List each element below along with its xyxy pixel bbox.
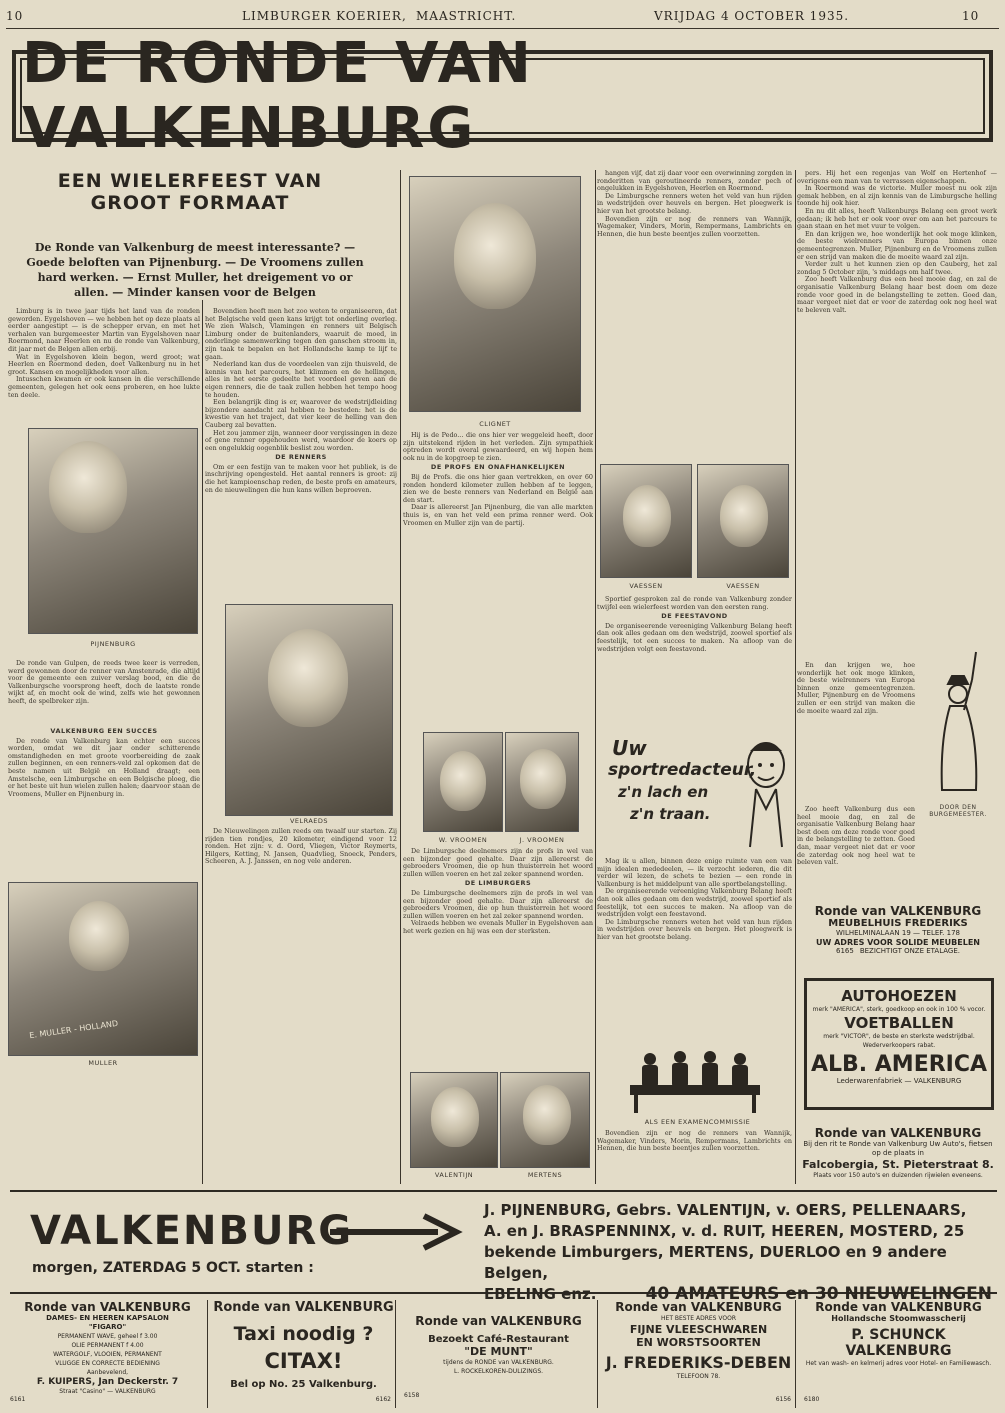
paragraph: hangen vijf, dat zij daar voor een overwinning zorgden in ronderitten van geroutineerde renners, zonder pech of ongelukken in Eygelshoven, Heerlen en Roermond. [597,170,792,193]
paragraph: Zoo heeft Valkenburg dus een heel mooie dag, en zal de organisatie Valkenburg Belang haar best doen om deze ronde voor goed in de belangstelling te zetten. Goed dan, maar vergeet niet dat er voor de zaterdag ook nog heel wat te beleven valt. [797,275,997,314]
photo-w-vroomen [423,732,503,832]
paragraph: De Limburgsche renners weten het veld van hun rijden in wedstrijden over heuvels en bergen. Het ploegwerk is hier van het grootste belang. [597,191,792,215]
ad-line: MEUBELHUIS FREDERIKS [828,918,968,929]
caption-muller: MULLER [88,1059,118,1067]
paragraph: Wat in Eygelshoven klein begon, werd groot; wat Heerlen en Roermond deden, doet Valkenburg nu in het groot. Kansen en mogelijkheden voor allen. [8,352,200,376]
ad-alb-america [804,978,994,1110]
paragraph: pers. Hij het een regenjas van Wolf en Hertenhof — overigens een man van te verrassen eigenschappen. [797,170,997,185]
photo-clignet [409,176,581,412]
caption-valentijn: VALENTIJN [434,1171,474,1179]
cartoon-caption: DOOR DEN BURGEMEESTER. [929,804,987,818]
paragraph: Nederland kan dus de voordeelen van zijn thuisveld, de kennis van het parcours, het klimmen en de hellingen, alles in het eerste gedeelte het voordeel geven aan de eigen renners, die de taak zullen hebben het tempo hoog te houden. [205,360,397,399]
ad-line: WILHELMINALAAN 19 — TELEF. 178 [836,929,960,937]
caption-velraeds: VELRAEDS [289,817,329,825]
burgemeester-figure-icon [920,650,996,800]
ad-line: Hollandsche Stoomwasscherij [831,1314,966,1323]
ad-line: Plaats voor 150 auto's en duizenden rijwielen eveneens. [813,1172,983,1179]
paragraph: De organiseerende vereeniging Valkenburg Belang heeft dan ook alles gedaan om den wedstrijd, zoowel sportief als feestelijk, tot een succes te maken. Na afloop van de wedstrijden volgt een feestavond. [597,621,792,653]
portrait-face [49,441,127,533]
cartoon-sportredacteur [600,735,795,853]
ad-line: FIJNE VLEESCHWAREN [629,1323,768,1336]
ad-line: Lederwarenfabriek — VALKENBURG [836,1077,962,1085]
photo-signature: E. MULLER - HOLLAND [28,1018,119,1041]
ad-line: WATERGOLF, VLOOIEN, PERMANENT [53,1351,162,1358]
page-title: DE RONDE VAN VALKENBURG [22,31,534,161]
cartoon-line: z'n lach en [618,783,709,801]
ad-line: AUTOHOEZEN [841,987,957,1005]
subheading: DE LIMBURGERS [464,879,532,888]
page-number-left: 10 [6,9,24,23]
ad-title: Ronde van VALKENBURG [213,1300,394,1315]
paragraph: De ronde van Gulpen, de reeds twee keer is verreden, werd gewonnen door de renner van Amstenrade, die altijd voor de gemeente een zuiver verslag bood, en die de Valkenburgsche voorsprong heeft, doch de laatste ronde wijkt af, en mocht ook de wind, zelfs wie het gewonnen heeft, de spelbreker zijn. [8,660,200,705]
cartoon-line: Uw [612,736,647,760]
caption-commissie: ALS EEN EXAMENCOMMISSIE [644,1118,751,1126]
ad-line: BEZICHTIGT ONZE ETALAGE. [859,947,960,955]
column-5-end [797,806,915,886]
paragraph: Verder zult u het kunnen zien op den Cauberg, het zal zondag 5 October zijn, 's middags om half twee. [797,260,997,276]
column-2-bottom [205,828,397,1068]
caption-clignet: CLIGNET [479,420,511,428]
column-rule [202,300,203,1184]
column-1-top [8,308,200,426]
ad-code: 6165 [835,947,854,955]
paragraph: Mag ik u allen, binnen deze enige ruimte van een van mijn idealen mededeelen, — ik verzocht iederen, die dit verder wil lezen, de schets te bezien — een ronde in Valkenburg is het middelpunt van alle sportbelangstelling. [597,858,792,888]
cyclist-figure [69,901,129,971]
paragraph: De organiseerende vereeniging Valkenburg Belang heeft dan ook alles gedaan om den wedstrijd, zoowel sportief als feestelijk, tot een succes te maken. Na afloop van de wedstrijden volgt een feestavond. [597,887,792,919]
ad-line: "FIGARO" [88,1323,127,1331]
column-3-bottom [403,848,593,1070]
column-rule [595,170,596,1184]
caption-vaessen-1: VAESSEN [629,582,663,590]
cartoon-line: z'n traan. [630,805,711,823]
column-5-narrow [797,662,915,800]
column-5 [797,170,997,658]
banner-line: bekende Limburgers, MERTENS, DUERLOO en 9 andere Belgen, [484,1243,947,1282]
paragraph: Limburg is in twee jaar tijds het land van de ronden geworden. Eygelshoven — we hebben het op deze plaats al eerder aangestipt — is de schepper ervan, en met het verhalen van burgemeester Martin van Eygelshoven naar Roermond, naar Heerlen en nu de ronde van Valkenburg, dit jaar met de Belgen allen erbij. [8,308,200,353]
caption-j-vroomen: J. VROOMEN [519,836,565,844]
ad-line: P. SCHUNCK [851,1327,946,1343]
ad-line: OLIE PERMANENT f 4.00 [71,1342,144,1349]
ad-code: 6180 [804,1396,820,1403]
ad-title: Ronde van VALKENBURG [814,1126,982,1140]
ad-line: CITAX! [264,1349,343,1373]
cartoon-text [608,737,756,825]
arrow-right-icon [328,1210,474,1254]
ad-line: VLUGGE EN CORRECTE BEDIENING [55,1360,160,1367]
paragraph: In Roermond was de victorie. Muller moest nu ook zijn gemak hebben, en al zijn kennis van de Limburgsche helling toonde hij ook hier. [797,184,997,208]
article-lead: De Ronde van Valkenburg de meest interessante? — Goede beloften van Pijnenburg. — De Vroomens zullen hard werken. — Ernst Muller, het dreigement vo or allen. — Minder kansen voor de Belgen [26,241,364,299]
ad-line: F. KUIPERS, Jan Deckerstr. 7 [36,1377,179,1387]
ad-line: Aanbevelend, [86,1369,129,1376]
ad-title: Ronde van VALKENBURG [24,1300,191,1314]
paragraph: Een belangrijk ding is er, waarover de wedstrijdleiding bijzondere aandacht zal hebben te besteden: het is de kwestie van het traject, dat vier keer de helling van den Cauberg zal bevatten. [205,398,397,429]
ad-falcobergia [800,1126,996,1184]
subheading: VALKENBURG EEN SUCCES [50,727,158,735]
ad-de-munt [400,1300,598,1408]
ad-schunck [800,1300,997,1408]
ad-line: DAMES- EN HEEREN KAPSALON [46,1314,169,1322]
banner-line: EBELING enz. [484,1285,597,1303]
caption-w-vroomen: W. VROOMEN [438,836,488,844]
banner-line: 40 AMATEURS en 30 NIEUWELINGEN [645,1284,992,1304]
paragraph: Het zou jammer zijn, wanneer door vergissingen in deze of gene renner opgehouden werd, waardoor de koers op een ongelukkig oogenblik beslist zou worden. [205,428,397,452]
newspaper-city: MAASTRICHT. [416,9,517,23]
ad-line: Bezoekt Café-Restaurant [428,1334,569,1345]
ad-line: merk "VICTOR", de beste en sterkste wedstrijdbal. Wederverkoopers rabat. [823,1033,975,1049]
ad-title: Ronde van VALKENBURG [814,904,982,918]
newspaper-name: LIMBURGER KOERIER, [242,9,407,23]
paragraph: Intusschen kwamen er ook kansen in die verschillende gemeenten, gelegen het ook eens proberen, en hoe lukte ten deele. [8,375,200,399]
paragraph: Zoo heeft Valkenburg dus een heel mooie dag, en zal de organisatie Valkenburg Belang haar best doen om deze ronde voor goed in de belangstelling te zetten. Goed dan, maar vergeet niet dat er voor de zaterdag ook nog heel wat te beleven valt. [797,806,915,867]
paragraph: Hij is de Pedo... die ons hier ver weggeleid heeft, door zijn uitstekend rijden in het verleden. Zijn sympathiek optreden wordt overal gewaardeerd, en wij hopen hem ook nu in de kopgroep te zien. [403,432,593,462]
ad-line: ALB. AMERICA [810,1052,988,1077]
portrait-face [520,749,566,809]
paragraph: Daar is allereerst Jan Pijnenburg, die van alle markten thuis is, en van het veld een prima renner werd. Ook Vroomen en Muller zijn van de partij. [403,503,593,527]
ad-line: UW ADRES VOOR SOLIDE MEUBELEN [816,938,980,947]
article-headline: EEN WIELERFEEST VAN GROOT FORMAAT [57,170,323,214]
paragraph: De ronde van Valkenburg kan echter een succes worden, omdat we dit jaar onder schitterende omstandigheden en met groote voorbereiding de zaak zullen beginnen, en een renners-veld zal opkomen dat de beste namen uit België en Holland draagt; een Amstelsche, een Limburgsche en een Belgische ploeg, die er het beste uit hun wielen zullen halen; daarvoor staan de Vroomens, Muller en Pijnenburg in. [8,736,200,798]
cartoon-line: sportredacteur, [608,760,757,780]
paragraph: Bovendien zijn er nog de renners van Wannijk, Wagemaker, Vinders, Morin, Rempermans, Lambrichts en Hennen, die hun beste beentjes zullen voorzetten. [597,1130,792,1153]
caption-pijnenburg: PIJNENBURG [90,640,136,648]
paragraph: Bovendien heeft men het zoo weten te organiseeren, dat het Belgische veld geen kans krijgt tot onderling overleg. We zien Walsch, Vlamingen en renners uit Belgisch Limburg onder de buitenlanders, waaruit de moed, in onderlinge samenwerking tegen den ganschen stroom in, zijn taak te bepalen en het Hollandsche kamp te lijf te gaan. [205,308,397,361]
paragraph: De Limburgsche deelnemers zijn de profs in wel van een bijzonder goed gehalte. Daar zijn allereerst de gebroeders Vroomen, die op hun thuisterrein het woord zullen willen voeren en het zal zeker spannend worden. [403,848,593,878]
column-rule [400,170,401,1184]
photo-vaessen-2 [697,464,789,578]
issue-date: VRIJDAG 4 OCTOBER 1935. [654,9,850,23]
ad-line: Bij den rit te Ronde van Valkenburg Uw Auto's, fietsen op de plaats in [803,1140,993,1157]
photo-mertens [500,1072,590,1168]
paragraph: Velraeds hebben we evenals Muller in Eygelshoven aan het werk gezien en hij was een der sterksten. [403,919,593,935]
ad-code: 6161 [10,1396,26,1403]
ad-line: Het van wash- en kelmerij adres voor Hotel- en Familiewasch. [805,1360,992,1367]
ad-citax [212,1300,396,1408]
column-1-mid [8,660,200,720]
ad-line: PERMANENT WAVE, geheel f 3.00 [57,1333,158,1340]
caption-mertens: MERTENS [527,1171,563,1179]
ad-title: Ronde van VALKENBURG [615,1300,782,1314]
ad-line: L. ROCKELKOREN-DULIZINGS. [453,1368,544,1375]
portrait-face [523,1085,571,1145]
ad-line: Taxi noodig ? [233,1323,374,1345]
portrait-face [623,485,671,547]
ad-line: J. FREDERIKS-DEBEN [605,1353,792,1372]
paragraph: En nu dit alles, heeft Valkenburgs Belang een groot werk gedaan; ik heb het er ook voor over om aan het parcours te gaan staan en het met vuur te volgen. [797,206,997,231]
ad-frederiks-deben [602,1300,796,1408]
caption-vaessen-2: VAESSEN [726,582,760,590]
banner-title: VALKENBURG [30,1208,354,1254]
ad-line: tijdens de RONDE van VALKENBURG. [443,1359,554,1366]
paragraph: Sportief gesproken zal de ronde van Valkenburg zonder twijfel een wielerfeest worden van den eersten rang. [597,596,792,611]
page-number-right: 10 [962,9,980,23]
ad-line: "DE MUNT" [464,1345,533,1358]
paragraph: De Limburgsche deelnemers zijn de profs in wel van een bijzonder goed gehalte. Daar zijn allereerst de gebroeders Vroomen, die op hun thuisterrein het woord zullen willen voeren en het zal zeker spannend worden. [403,888,593,920]
ad-code: 6156 [775,1396,791,1403]
ad-line: HET BESTE ADRES VOOR [661,1315,736,1322]
ad-meubelhuis [800,904,996,966]
race-banner [10,1190,997,1304]
portrait-face [720,485,768,547]
portrait-face [440,751,486,811]
portrait-face [431,1087,479,1147]
banner-riders [484,1200,992,1305]
ad-code: 6162 [375,1396,391,1403]
paragraph: En dan krijgen we, hoe wonderlijk het ook moge klinken, de beste wielrenners van Europa binnen onze gemeentegrenzen. Muller, Pijnenburg en de Vroomens zullen er een strijd van maken die de moeite waard zal zijn. [797,662,915,715]
paragraph: Bij de Profs. die ons hier gaan vertrekken, en over 60 ronden honderd kilometer zullen hebben af te leggen, zien we de beste renners van Nederland en België aan den start. [403,472,593,504]
column-4-end [597,1130,792,1190]
ad-line: VOETBALLEN [844,1014,954,1032]
header-rule [6,28,999,29]
column-1-bottom [8,726,200,824]
ad-line: merk "AMERICA", sterk, goedkoop en ook in 100 % vocor. [812,1006,986,1013]
subheading: DE RENNERS [275,453,327,462]
column-2 [205,308,397,598]
paragraph: Om er een festijn van te maken voor het publiek, is de inschrijving opengesteld. Het aantal renners is groot: zij die het kampioenschap reden, de beste profs en amateurs, en de nieuwelingen die hun kans willen beproeven. [205,462,397,494]
column-4-bottom [597,858,792,1038]
ad-line: EN WORSTSOORTEN [636,1336,761,1349]
ad-line: Falcobergia, St. Pieterstraat 8. [802,1158,994,1171]
column-rule [795,170,796,1184]
photo-vaessen-1 [600,464,692,578]
banner-start: morgen, ZATERDAG 5 OCT. starten : [32,1260,314,1276]
ad-line: VALKENBURG [845,1343,952,1359]
subheading: DE FEESTAVOND [661,612,728,621]
banner-line: J. PIJNENBURG, Gebrs. VALENTIJN, v. OERS, PELLENAARS, [484,1201,967,1219]
photo-pijnenburg [28,428,198,634]
cartoonist-caricature-icon [740,739,792,849]
photo-valentijn [410,1072,498,1168]
commission-illustration [610,1045,780,1115]
ad-line [800,947,996,956]
portrait-face [268,629,348,727]
title-frame [12,31,993,161]
paragraph: En dan krijgen we, hoe wonderlijk het ook moge klinken, de beste wielrenners van Europa binnen onze gemeentegrenzen. Muller, Pijnenburg en de Vroomens zullen er een strijd van maken die de moeite waard zal zijn. [797,229,997,261]
paragraph: De Nieuwelingen zullen reeds om twaalf uur starten. Zij rijden tien rondjes, 20 kilometer, eindigend voor 12 ronden. Het zijn: v. d. Oord, Vliegen, Victor Reymerts, Hilgers, Ketting, N. Jansen, Quadvlieg, Snoeck, Penders, Scheeren, A. J. Janssen, en nog vele anderen. [205,828,397,866]
column-3-top [403,432,593,722]
subheading: DE PROFS EN ONAFHANKELIJKEN [430,463,566,472]
ad-line: Straat "Casino" — VALKENBURG [59,1388,156,1395]
column-4-mid [597,596,792,732]
ad-title: Ronde van VALKENBURG [415,1314,582,1328]
photo-velraeds [225,604,393,816]
ad-line: TELEFOON 78. [676,1373,721,1380]
portrait-face [454,203,536,309]
ad-title: Ronde van VALKENBURG [815,1300,982,1314]
paragraph: Bovendien zijn er nog de renners van Wannijk, Wagemaker, Vinders, Morin, Rempermans, Lambrichts en Hennen, die hun beste beentjes zullen voorzetten. [597,214,792,238]
paragraph: De Limburgsche renners weten het veld van hun rijden in wedstrijden over heuvels en bergen. Het ploegwerk is hier van het grootste belang. [597,917,792,941]
ad-code: 6158 [404,1392,420,1399]
banner-line: A. en J. BRASPENNINX, v. d. RUIT, HEEREN, MOSTERD, 25 [484,1222,965,1240]
photo-muller [8,882,198,1056]
photo-j-vroomen [505,732,579,832]
ad-figaro [8,1300,208,1408]
ad-line: Bel op No. 25 Valkenburg. [230,1379,377,1390]
column-4-top [597,170,792,456]
